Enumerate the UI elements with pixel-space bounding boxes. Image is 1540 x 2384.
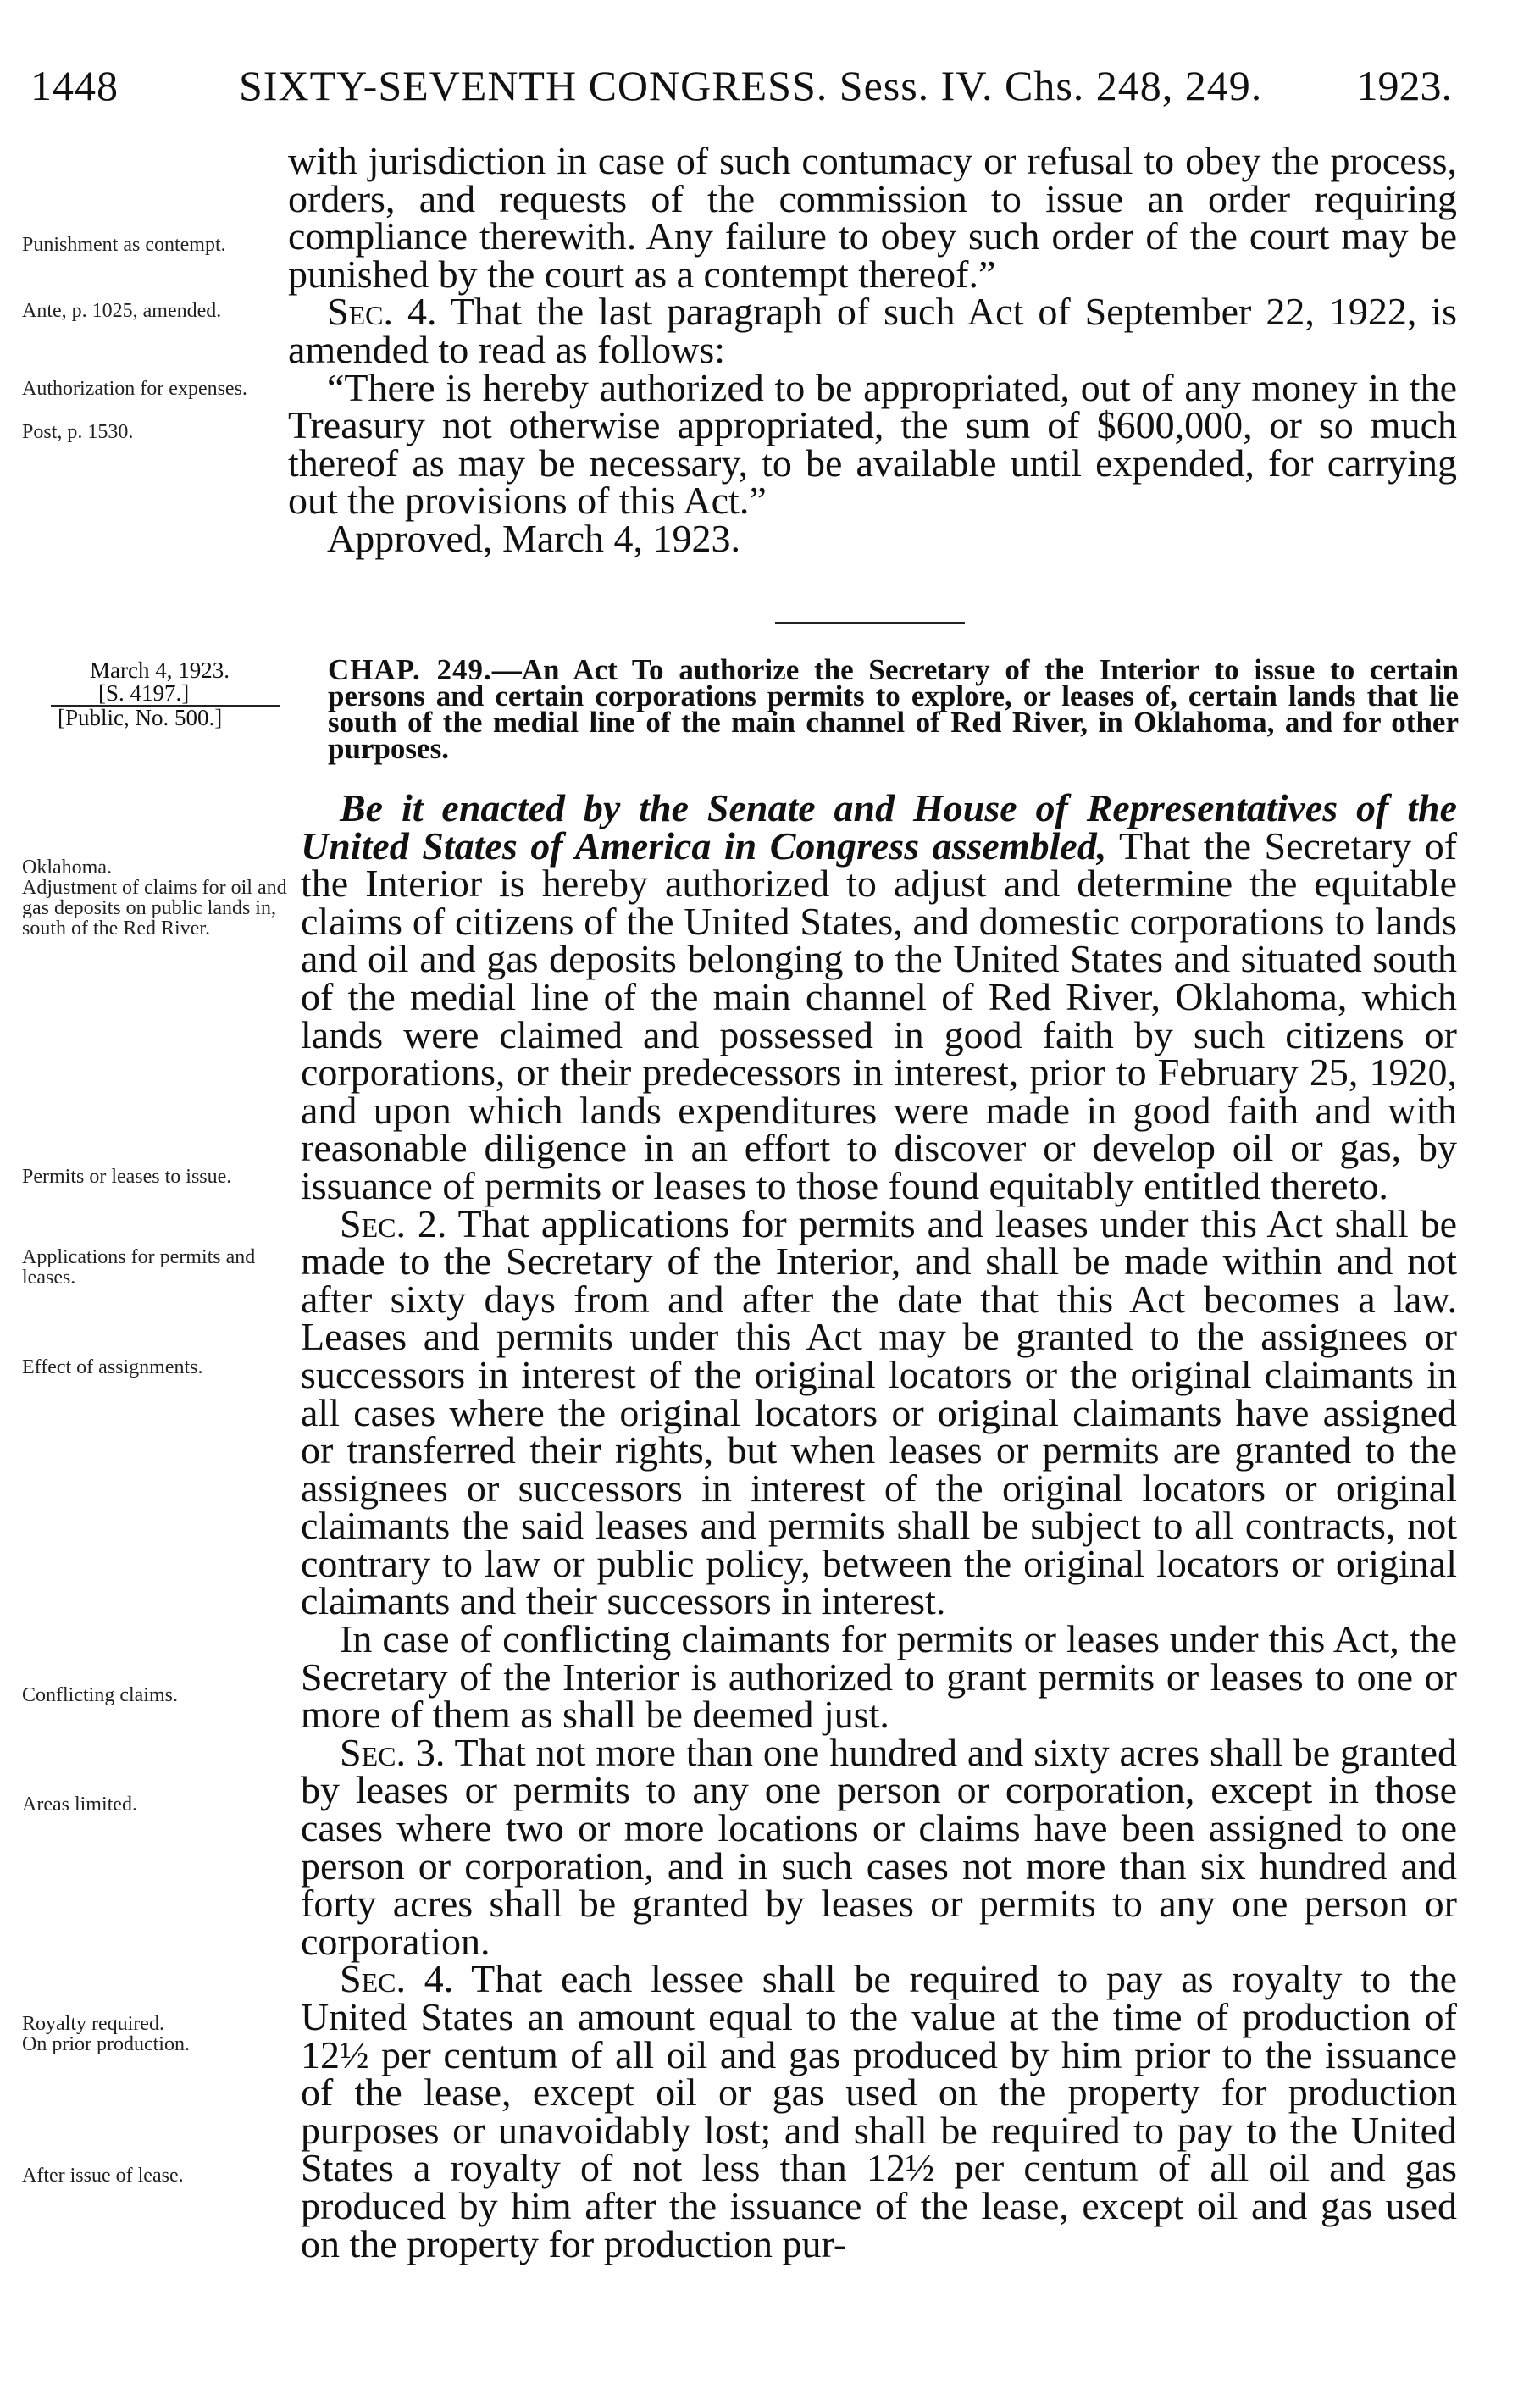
section-text: That the last paragraph of such Act of September 22, 1922, is amended to read as follows: <box>288 290 1457 371</box>
margin-note-oklahoma: Oklahoma. <box>22 857 112 879</box>
enacting-clause: Be it enacted by the Senate and House of Representatives of the United States of America in Congress assembled, <box>301 786 1457 868</box>
paragraph-sec4-amendment <box>288 290 1457 371</box>
section-text: That not more than one hundred and sixty acres shall be granted by leases or permits to any one person or corporation, except in those cases where two or more locations or claims have been assigned to one person or corporation, and in such cases not more than six hundred and forty acres shall be granted by leases or permits to any one person or corporation. <box>301 1730 1457 1963</box>
chapter-title: —An Act To authorize the Secretary of the Interior to issue to certain persons and certain corporations permits to explore, or leases of, certain lands that lie south of the medial line of the main channel of Red River, in Oklahoma, and for other purposes. <box>328 653 1459 765</box>
section-label: Sec. 2. <box>340 1201 447 1245</box>
margin-note-punishment: Punishment as contempt. <box>22 234 226 256</box>
margin-note-prior: On prior production. <box>22 2033 190 2055</box>
margin-note-after: After issue of lease. <box>22 2165 184 2187</box>
chapter-heading <box>328 653 1459 765</box>
chapter-248-continuation <box>288 139 1457 560</box>
margin-note-permits: Permits or leases to issue. <box>22 1166 232 1188</box>
page-number: 1448 <box>30 62 119 109</box>
section-1-text: That the Secretary of the Interior is hereby authorized to adjust and determine the equitable claims of citizens of the United States, and domestic corporations to lands and oil and gas deposits belonging to the United States and situated south of the medial line of the main channel of Red River, Oklahoma, which lands were claimed and possessed in good faith by such citizens or corporations, or their predecessors in interest, prior to February 25, 1920, and upon which lands expenditures were made in good faith and with reasonable diligence in an effort to discover or develop oil or gas, by issuance of permits or leases to those found equitably entitled thereto. <box>301 823 1458 1207</box>
paragraph-sec4 <box>301 1957 1458 2265</box>
paragraph-sec2 <box>301 1201 1457 1623</box>
margin-note-post-ref: Post, p. 1530. <box>22 421 134 443</box>
chapter-date: March 4, 1923. <box>90 657 230 683</box>
margin-note-adjustment: Adjustment of claims for oil and gas deposits on public lands in, south of the Red River. <box>22 877 287 940</box>
section-text: That applications for permits and leases under this Act shall be made to the Secretary of the Interior, and shall be made within and not after sixty days from and after the date that this Act becomes a law. Leases and permits under this Act may be granted to the assignees or successors in interest of the original locators or the original claimants in all cases where the original locators or original claimants have assigned or transferred their rights, but when leases or permits are granted to the assignees or successors in interest of the original locators or original claimants the said leases and permits shall be subject to all contracts, not contrary to law or public policy, between the original locators or original claimants and their successors in interest. <box>301 1201 1457 1623</box>
page-header <box>0 61 1540 129</box>
section-label: Sec. 4. <box>327 290 437 334</box>
section-label: Sec. 4. <box>340 1957 454 2001</box>
public-law-number: [Public, No. 500.] <box>51 705 280 729</box>
chapter-divider <box>775 622 965 624</box>
margin-note-applications: Applications for permits and leases. <box>22 1246 256 1289</box>
running-title: SIXTY-SEVENTH CONGRESS. Sess. IV. Chs. 248, 249. <box>239 62 1263 109</box>
section-label: Sec. 3. <box>340 1730 446 1774</box>
paragraph-sec3 <box>301 1730 1457 1963</box>
margin-note-conflicting: Conflicting claims. <box>22 1684 178 1706</box>
header-year: 1923. <box>1356 62 1452 109</box>
margin-note-assignments: Effect of assignments. <box>22 1356 203 1378</box>
approval-line: Approved, March 4, 1923. <box>327 516 741 560</box>
paragraph-contempt: with jurisdiction in case of such contumacy or refusal to obey the process, orders, and requests of the commission to issue an order requiring compliance therewith. Any failure to obey such order of the court may be punished by the court as a contempt thereof.” <box>288 139 1457 296</box>
chapter-249-body <box>301 786 1458 2265</box>
margin-note-areas: Areas limited. <box>22 1794 137 1816</box>
margin-note-authorization: Authorization for expenses. <box>22 378 247 400</box>
margin-note-royalty: Royalty required. <box>22 2013 164 2035</box>
paragraph-appropriation-quote: “There is hereby authorized to be appropriated, out of any money in the Treasury not otherwise appropriated, the sum of $600,000, or so much thereof as may be necessary, to be available until expended, for carrying out the provisions of this Act.” <box>288 365 1457 523</box>
bill-number: [S. 4197.] <box>98 680 190 706</box>
section-text: That each lessee shall be required to pay as royalty to the United States an amount equal to the value at the time of production of 12½ per centum of all oil and gas produced by him prior to the issuance of the lease, except oil or gas used on the property for production purposes or unavoidably lost; and shall be required to pay to the United States a royalty of not less than 12½ per centum of all oil and gas produced by him after the issuance of the lease, except oil and gas used on the property for production pur- <box>301 1957 1458 2265</box>
margin-note-ante-ref: Ante, p. 1025, amended. <box>22 300 222 322</box>
chapter-meta <box>51 659 280 729</box>
paragraph-conflicting-claimants: In case of conflicting claimants for permits or leases under this Act, the Secretary of the Interior is authorized to grant permits or leases to one or more of them as shall be deemed just. <box>301 1617 1457 1737</box>
chapter-label: CHAP. 249. <box>328 653 492 686</box>
paragraph-enacting <box>301 786 1458 1207</box>
